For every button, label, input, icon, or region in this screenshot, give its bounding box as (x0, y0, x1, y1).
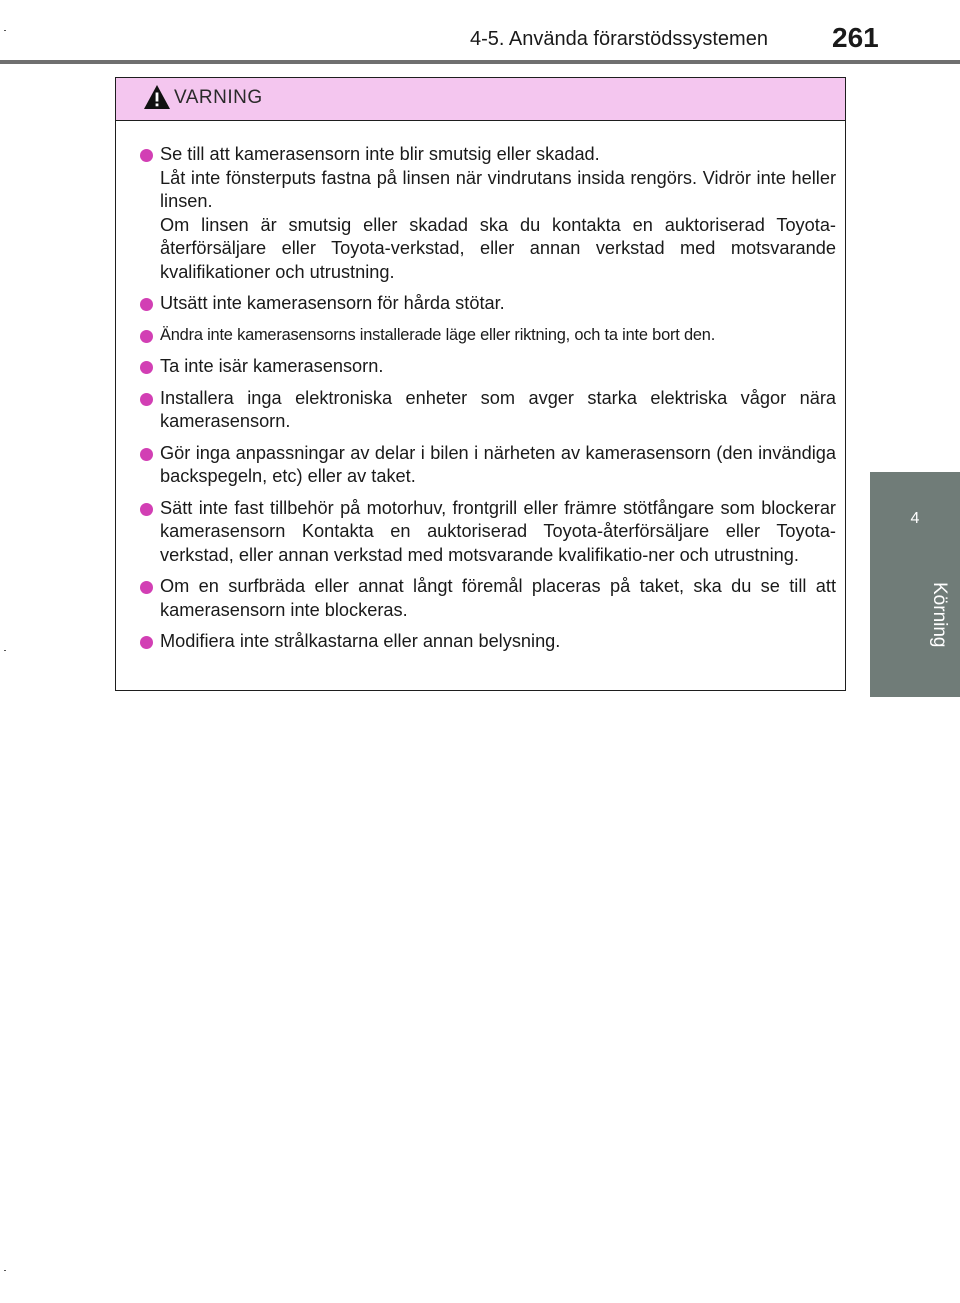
warning-item (140, 630, 836, 654)
round-bullet-icon (140, 581, 153, 594)
warning-text: Ta inte isär kamerasensorn. (160, 356, 384, 376)
warning-item (140, 387, 836, 434)
warning-text: Gör inga anpassningar av delar i bilen i närheten av kamerasensorn (den invändiga backspegeln, etc) eller av taket. (160, 442, 836, 486)
warning-header (116, 78, 845, 121)
warning-item (140, 497, 836, 568)
round-bullet-icon (140, 636, 153, 649)
round-bullet-icon (140, 298, 153, 311)
warning-item (140, 143, 836, 284)
warning-triangle-icon (143, 84, 171, 110)
warning-text: Låt inte fönsterputs fastna på linsen när vindrutans insida rengörs. Vidrör inte heller linsen. (160, 167, 836, 211)
crop-mark-middle (4, 650, 6, 651)
warning-item (140, 292, 836, 316)
warning-item (140, 355, 836, 379)
warning-text: Utsätt inte kamerasensorn för hårda stötar. (160, 293, 505, 313)
warning-text: Om linsen är smutsig eller skadad ska du kontakta en auktoriserad Toyota-återförsäljare eller Toyota-verkstad, eller annan verkstad med motsvarande kvalifikationer och utrustning. (160, 214, 836, 282)
round-bullet-icon (140, 503, 153, 516)
round-bullet-icon (140, 361, 153, 374)
warning-item (140, 442, 836, 489)
warning-text: Sätt inte fast tillbehör på motorhuv, frontgrill eller främre stötfångare som blockerar kamerasensorn Kontakta en auktoriserad Toyota-återförsäljare eller Toyota-verkstad, eller annan verkstad med motsvarande kvalifikatio-ner och utrustning. (160, 497, 836, 565)
warning-list (116, 121, 845, 654)
page-number: 261 (832, 22, 879, 53)
warning-text: Se till att kamerasensorn inte blir smutsig eller skadad. (160, 144, 600, 164)
warning-box (115, 77, 846, 691)
warning-title: VARNING (174, 87, 263, 108)
warning-text: Modifiera inte strålkastarna eller annan belysning. (160, 631, 561, 651)
chapter-number: 4 (910, 510, 920, 527)
warning-item (140, 575, 836, 622)
warning-text: Ändra inte kamerasensorns installerade läge eller riktning, och ta inte bort den. (160, 325, 716, 344)
warning-text: Om en surfbräda eller annat långt föremål placeras på taket, ska du se till att kamerasensorn inte blockeras. (160, 576, 836, 620)
round-bullet-icon (140, 330, 153, 343)
round-bullet-icon (140, 149, 153, 162)
section-title: 4-5. Använda förarstödssystemen (470, 28, 768, 50)
chapter-tab (870, 472, 960, 697)
warning-text: Installera inga elektroniska enheter som avger starka elektriska vågor nära kamerasensorn. (160, 387, 836, 431)
warning-item (140, 324, 836, 348)
crop-mark-top (4, 30, 6, 31)
crop-mark-bottom (4, 1270, 6, 1271)
round-bullet-icon (140, 393, 153, 406)
round-bullet-icon (140, 448, 153, 461)
chapter-label: Körning (929, 582, 950, 648)
header-rule (0, 60, 960, 64)
